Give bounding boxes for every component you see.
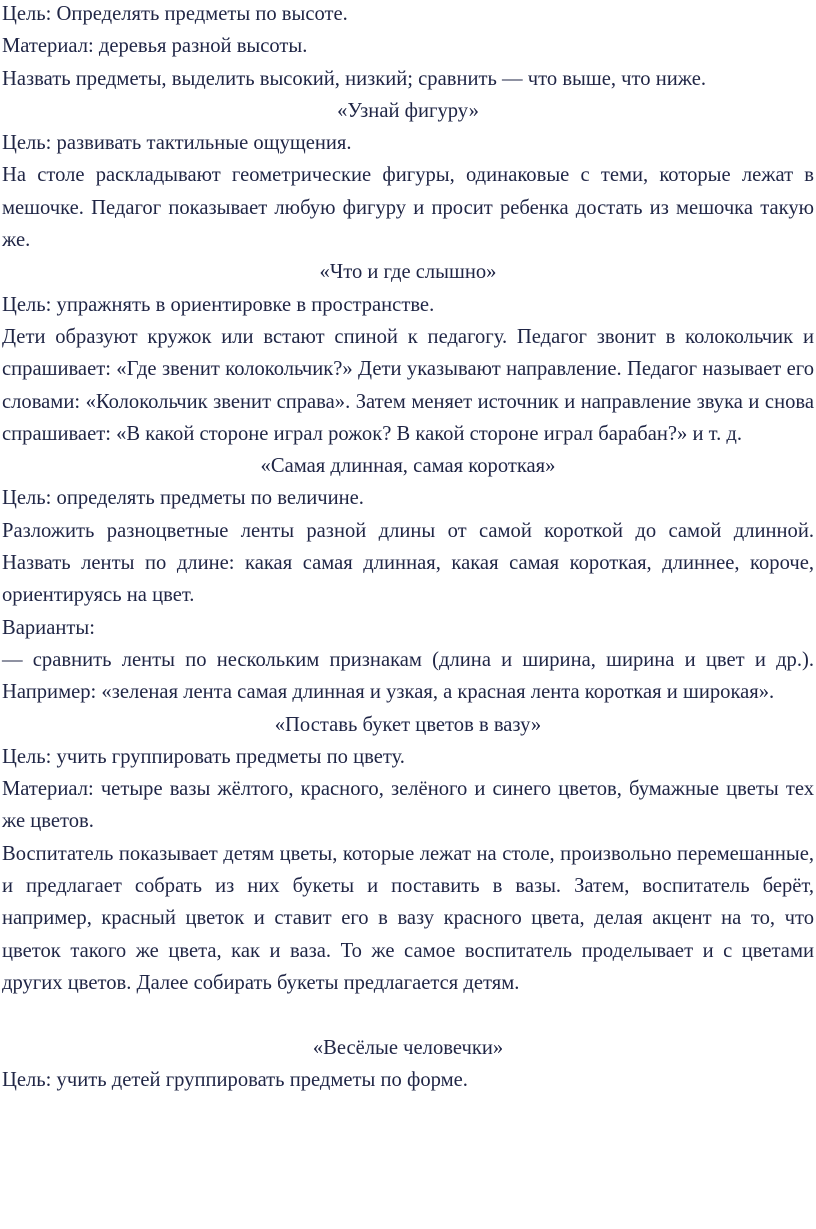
instruction-sound: Дети образуют кружок или встают спиной к педагогу. Педагог звонит в колокольчик и спрашивает: «Где звенит колокольчик?» Дети указывают направление. Педагог называет его словами: «Колокольчик звенит справа». Затем меняет источник и направление звука и снова спрашивает: «В какой стороне играл рожок? В какой стороне играл барабан?» и т. д. (2, 325, 814, 445)
instruction-ribbons: Разложить разноцветные ленты разной длины от самой короткой до самой длинной. Назвать ленты по длине: какая самая длинная, какая самая короткая, длиннее, короче, ориентируясь на цвет. (2, 519, 814, 607)
document-page (2, 0, 814, 1096)
game-title-figure: «Узнай фигуру» (337, 99, 479, 122)
instruction-bouquet: Воспитатель показывает детям цветы, которые лежат на столе, произвольно перемешанные, и предлагает собрать из них букеты и поставить в вазы. Затем, воспитатель берёт, например, красный цветок и ставит его в вазу красного цвета, делая акцент на то, что цветок такого же цвета, как и ваза. То же самое воспитатель проделывает и с цветами других цветов. Далее собирать букеты предлагается детям. (2, 842, 814, 994)
variant-item: — сравнить ленты по нескольким признакам (длина и ширина, ширина и цвет и др.). Например: «зеленая лента самая длинная и узкая, а красная лента короткая и широкая». (2, 648, 814, 704)
variants-label: Варианты: (2, 616, 95, 639)
game-title-length: «Самая длинная, самая короткая» (260, 455, 556, 478)
blank-line (2, 999, 814, 1031)
instruction-figure: На столе раскладывают геометрические фигуры, одинаковые с теми, которые лежат в мешочке. Педагог показывает любую фигуру и просит ребенка достать из мешочка такую же. (2, 164, 814, 252)
goal-orientation: Цель: упражнять в ориентировке в пространстве. (2, 293, 435, 316)
game-title-sound: «Что и где слышно» (319, 261, 497, 284)
goal-size: Цель: определять предметы по величине. (2, 487, 364, 510)
instruction-height: Назвать предметы, выделить высокий, низкий; сравнить — что выше, что ниже. (2, 67, 706, 90)
goal-color: Цель: учить группировать предметы по цвету. (2, 745, 405, 768)
goal-shape: Цель: учить детей группировать предметы по форме. (2, 1068, 468, 1091)
goal-height: Цель: Определять предметы по высоте. (2, 3, 348, 25)
game-title-people: «Весёлые человечки» (312, 1036, 504, 1059)
material-trees: Материал: деревья разной высоты. (2, 35, 308, 58)
goal-tactile: Цель: развивать тактильные ощущения. (2, 132, 352, 155)
game-title-bouquet: «Поставь букет цветов в вазу» (274, 713, 542, 736)
material-vases: Материал: четыре вазы жёлтого, красного, зелёного и синего цветов, бумажные цветы тех же цветов. (2, 778, 814, 833)
